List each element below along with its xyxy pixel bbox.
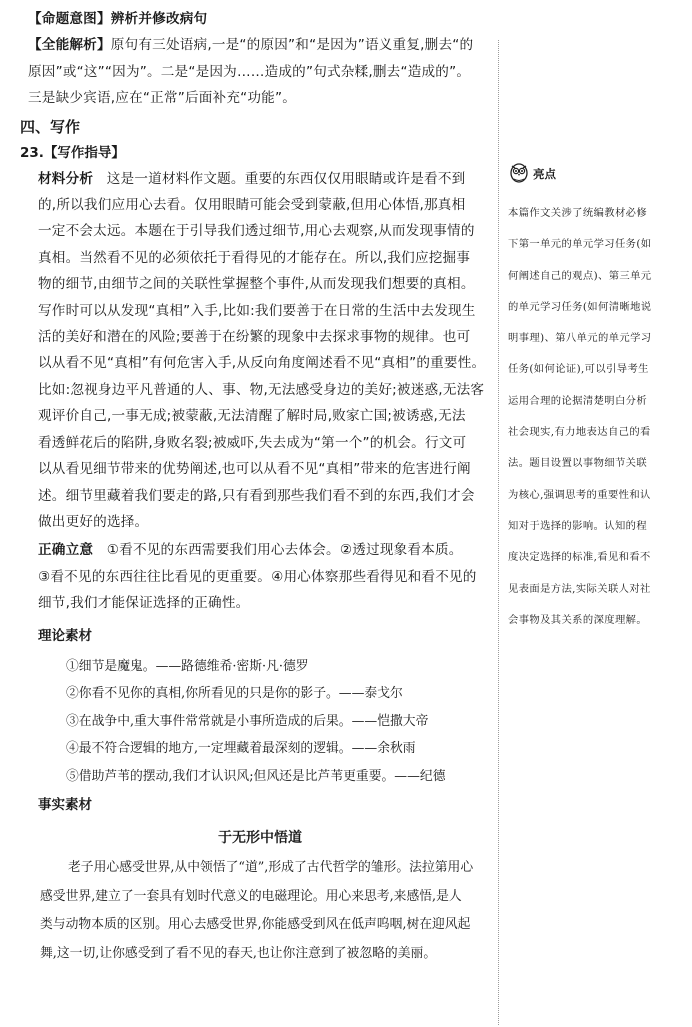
material-line-1 — [28, 166, 492, 192]
sidebar-header — [508, 161, 684, 186]
material-text-1: 这是一道材料作文题。重要的东西仅仅用眼睛或许是看不到 — [106, 170, 466, 187]
concept-line-2: ③看不见的东西往往比看见的更重要。④用心体察那些看得见和看不见的 — [38, 568, 477, 585]
sidebar-title: 亮点 — [533, 166, 556, 181]
material-line-12: 以从看见细节带来的优势阐述,也可以从看不见“真相”带来的危害进行阐 — [38, 461, 471, 478]
essay-line-1: 老子用心感受世界,从中领悟了“道”,形成了古代哲学的雏形。法拉第用心 — [68, 860, 474, 876]
material-line-13: 述。细节里藏着我们要走的路,只有看到那些我们看不到的东西,我们才会 — [38, 487, 475, 504]
theory-label: 理论素材 — [38, 627, 92, 644]
material-line-14: 做出更好的选择。 — [38, 513, 149, 530]
material-line-3: 一定不会太远。本题在于引导我们透过细节,用心去观察,从而发现事情的 — [38, 223, 475, 240]
sidebar-line-4: 的单元学习任务(如何清晰地说 — [508, 300, 652, 313]
sidebar-line-7: 运用合理的论据清楚明白分析 — [508, 394, 648, 407]
q23-label: 23.【写作指导】 — [20, 144, 125, 161]
intent-line — [28, 6, 492, 32]
material-line-2: 的,所以我们应用心去看。仅用眼睛可能会受到蒙蔽,但用心体悟,那真相 — [38, 197, 466, 214]
material-line-11: 看透鲜花后的陷阱,身败名裂;被威吓,失去成为“第一个”的机会。行文可 — [38, 434, 467, 451]
owl-icon — [508, 161, 530, 186]
sidebar-line-11: 知对于选择的影响。认知的程 — [508, 519, 648, 532]
sidebar-line-10: 为核心,强调思考的重要性和认 — [508, 488, 651, 501]
sidebar-line-6: 任务(如何论证),可以引导考生 — [508, 363, 649, 376]
material-line-5: 物的细节,由细节之间的关联性掌握整个事件,从而发现我们想要的真相。 — [38, 276, 475, 293]
sidebar-line-13: 见表面是方法,实际关联人对社 — [508, 582, 651, 595]
sidebar-line-5: 明事理)、第八单元的单元学习 — [508, 332, 652, 345]
sidebar-line-1: 本篇作文关涉了统编教材必修 — [508, 207, 648, 219]
material-line-10: 观评价自己,一事无成;被蒙蔽,无法清醒了解时局,败家亡国;被诱惑,无法 — [38, 408, 466, 425]
analysis-line-2: 原因”或“这”“因为”。二是“是因为……造成的”句式杂糅,删去“造成的”。 — [28, 63, 471, 80]
analysis-line-1 — [28, 32, 492, 58]
analysis-text-1: 原句有三处语病,一是“的原因”和“是因为”语义重复,删去“的 — [110, 37, 474, 54]
material-line-8: 以从看不见“真相”有何危害入手,从反向角度阐述看不见“真相”的重要性。 — [38, 355, 486, 372]
essay-title: 于无形中悟道 — [218, 830, 302, 847]
sidebar-line-8: 社会现实,有力地表达自己的看 — [508, 426, 651, 439]
analysis-label: 【全能解析】 — [28, 37, 111, 54]
sidebar-highlight — [508, 161, 684, 634]
sidebar-line-12: 度决定选择的标准,看见和看不 — [508, 551, 651, 564]
intent-label: 【命题意图】 — [28, 11, 111, 27]
theory-quote-1: ①细节是魔鬼。——路德维希·密斯·凡·德罗 — [66, 658, 309, 674]
material-line-6: 写作时可以从发现“真相”入手,比如:我们要善于在日常的生活中去发现生 — [38, 302, 476, 319]
analysis-line-3: 三是缺少宾语,应在“正常”后面补充“功能”。 — [28, 90, 296, 107]
essay-line-3: 类与动物本质的区别。用心去感受世界,你能感受到风在低声呜咽,树在迎风起 — [40, 917, 471, 933]
sidebar-line-3: 何阐述自己的观点)、第三单元 — [508, 269, 652, 282]
sidebar-line-14: 会事物及其关系的深度理解。 — [508, 613, 648, 626]
essay-line-4: 舞,这一切,让你感受到了看不见的春天,也让你注意到了被忽略的美丽。 — [40, 945, 437, 961]
concept-text-1: ①看不见的东西需要我们用心去体会。②透过现象看本质。 — [106, 542, 463, 559]
column-divider — [498, 40, 499, 1025]
main-column — [20, 0, 492, 968]
sidebar-line-2: 下第一单元的单元学习任务(如 — [508, 238, 652, 251]
intent-text: 辨析并修改病句 — [110, 11, 208, 27]
material-line-4: 真相。当然看不见的必须依托于看得见的才能存在。所以,我们应挖掘事 — [38, 249, 471, 266]
concept-label: 正确立意 — [38, 542, 94, 559]
material-line-7: 活的美好和潜在的风险;要善于在纷繁的现象中去探求事物的规律。也可 — [38, 329, 471, 346]
theory-quote-4: ④最不符合逻辑的地方,一定埋藏着最深刻的逻辑。——余秋雨 — [66, 741, 416, 757]
theory-quote-3: ③在战争中,重大事件常常就是小事所造成的后果。——恺撒大帝 — [66, 713, 429, 729]
section-heading: 四、写作 — [20, 117, 81, 136]
concept-line-1 — [28, 537, 492, 563]
fact-label: 事实素材 — [38, 797, 92, 814]
material-line-9: 比如:忽视身边平凡普通的人、事、物,无法感受身边的美好;被迷惑,无法客 — [38, 381, 485, 398]
concept-line-3: 细节,我们才能保证选择的正确性。 — [38, 595, 250, 612]
sidebar-line-9: 法。题目设置以事物细节关联 — [508, 457, 648, 470]
material-label: 材料分析 — [38, 170, 94, 187]
essay-line-2: 感受世界,建立了一套具有划时代意义的电磁理论。用心来思考,来感悟,是人 — [40, 888, 462, 904]
theory-quote-2: ②你看不见你的真相,你所看见的只是你的影子。——泰戈尔 — [66, 686, 403, 702]
theory-quote-5: ⑤借助芦苇的摆动,我们才认识风;但风还是比芦苇更重要。——纪德 — [66, 768, 446, 784]
